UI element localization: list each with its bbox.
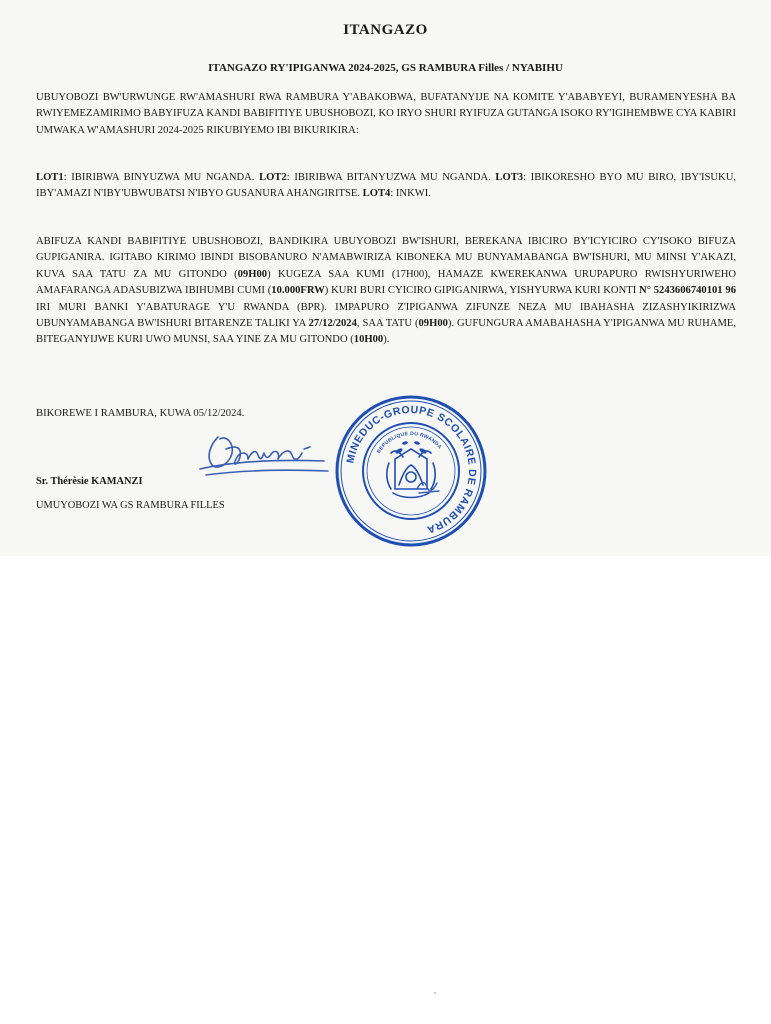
- opening-session-time: 10H00: [353, 334, 384, 346]
- lot4-text: : INKWI.: [390, 188, 431, 200]
- signer-role: UMUYOBOZI WA GS RAMBURA FILLES: [36, 500, 225, 511]
- stamp-ring-text: MINEDUC-GROUPE SCOLAIRE DE RAMBURA: [344, 403, 479, 536]
- stamp-emblem: [387, 449, 435, 498]
- place-date: BIKOREWE I RAMBURA, KUWA 05/12/2024.: [36, 408, 245, 419]
- deadline-time: 09H00: [418, 318, 448, 330]
- document-subtitle: ITANGAZO RY'IPIGANWA 2024-2025, GS RAMBURA Filles / NYABIHU: [208, 62, 563, 74]
- account-number: N° 5243606740101 96: [639, 285, 737, 297]
- instructions-text-3: ) KURI BURI CYICIRO GIPIGANIRWA, YISHYURWA KURI KONTI: [324, 285, 640, 297]
- instructions-text-4: IRI MURI BANKI Y'ABATURAGE Y'U RWANDA (BPR). IMPAPURO Z'IPIGANWA ZIFUNZE NEZA MU IBAHASHA ZIZASHYIKIRIZWA UBUNYAMABANGA BW'ISHURI BITARENZE TALIKI YA: [36, 301, 736, 330]
- lots-paragraph: [36, 170, 736, 203]
- official-stamp: [333, 393, 489, 549]
- signer-name: Sr. Thérèsie KAMANZI: [36, 476, 143, 487]
- lot4-label: LOT4: [362, 188, 391, 200]
- lot3-label: LOT3: [495, 172, 524, 183]
- lot1-label: LOT1: [36, 172, 64, 183]
- instructions-text-1: ABIFUZA KANDI BABIFITIYE UBUSHOBOZI, BANDIKIRA UBUYOBOZI BW'ISHURI, BEREKANA IBICIRO BY'ICYICIRO CY'ISOKO BIFUZA GUPIGANIRA. IGITABO KIRIMO IBINDI BISOBANURO N'AMABWIRIZA KIBONEKA MU BUNYAMABANGA BW'ISHURI, MU MINSI Y'AKAZI, KUVA SAA TATU ZA MU GITONDO (: [36, 236, 736, 280]
- intro-paragraph: UBUYOBOZI BW'URWUNGE RW'AMASHURI RWA RAMBURA Y'ABAKOBWA, BUFATANYIJE NA KOMITE Y'ABABYEYI, BURAMENYESHA BA RWIYEMEZAMIRIMO BABYIFUZA KANDI BABIFITIYE UBUSHOBOZI, KO IRYO SHURI RYIFUZA GUTANGA ISOKO RY'IGIHEMBWE CYA KABIRI UMWAKA W'AMASHURI 2024-2025 RIKUBIYEMO IBI BIKURIKIRA:: [36, 92, 736, 136]
- scan-speck: [434, 992, 436, 994]
- handwritten-signature: [196, 425, 336, 485]
- stamp-inner-text: REPUBLIQUE DU RWANDA: [376, 430, 443, 455]
- document-title: ITANGAZO: [343, 22, 428, 38]
- deadline-date: 27/12/2024: [308, 318, 357, 330]
- stamp-emblem-leaves: [395, 441, 428, 455]
- instructions-text-7: ).: [383, 334, 390, 346]
- lot2-text: : IBIRIBWA BITANYUZWA MU NGANDA.: [286, 172, 496, 183]
- instructions-text-5: , SAA TATU (: [356, 318, 419, 330]
- instructions-paragraph: [36, 234, 736, 349]
- lot3-text: : IBIKORESHO BYO MU BIRO, IBY'ISUKU, IBY'AMAZI N'IBY'UBWUBATSI N'IBYO GUSANURA AHANGIRITSE.: [36, 172, 737, 200]
- lot2-label: LOT2: [259, 172, 287, 183]
- fee-amount: 10.000FRW: [271, 285, 325, 297]
- stamp-overlay-signature: [417, 483, 439, 493]
- instructions-text-6: ). GUFUNGURA AMABAHASHA Y'IPIGANWA MU RUHAME, BITEGANYIJWE KURI UWO MUNSI, SAA YINE ZA MU GITONDO (: [36, 318, 736, 346]
- instructions-text-2: ) KUGEZA SAA KUMI (17H00), HAMAZE KWEREKANWA URUPAPURO RWISHYURIWEHO AMAFARANGA ADASUBIZWA IBIHUMBI CUMI (: [36, 268, 737, 297]
- opening-time: 09H00: [237, 268, 268, 280]
- lot1-text: : IBIRIBWA BINYUZWA MU NGANDA.: [63, 172, 260, 183]
